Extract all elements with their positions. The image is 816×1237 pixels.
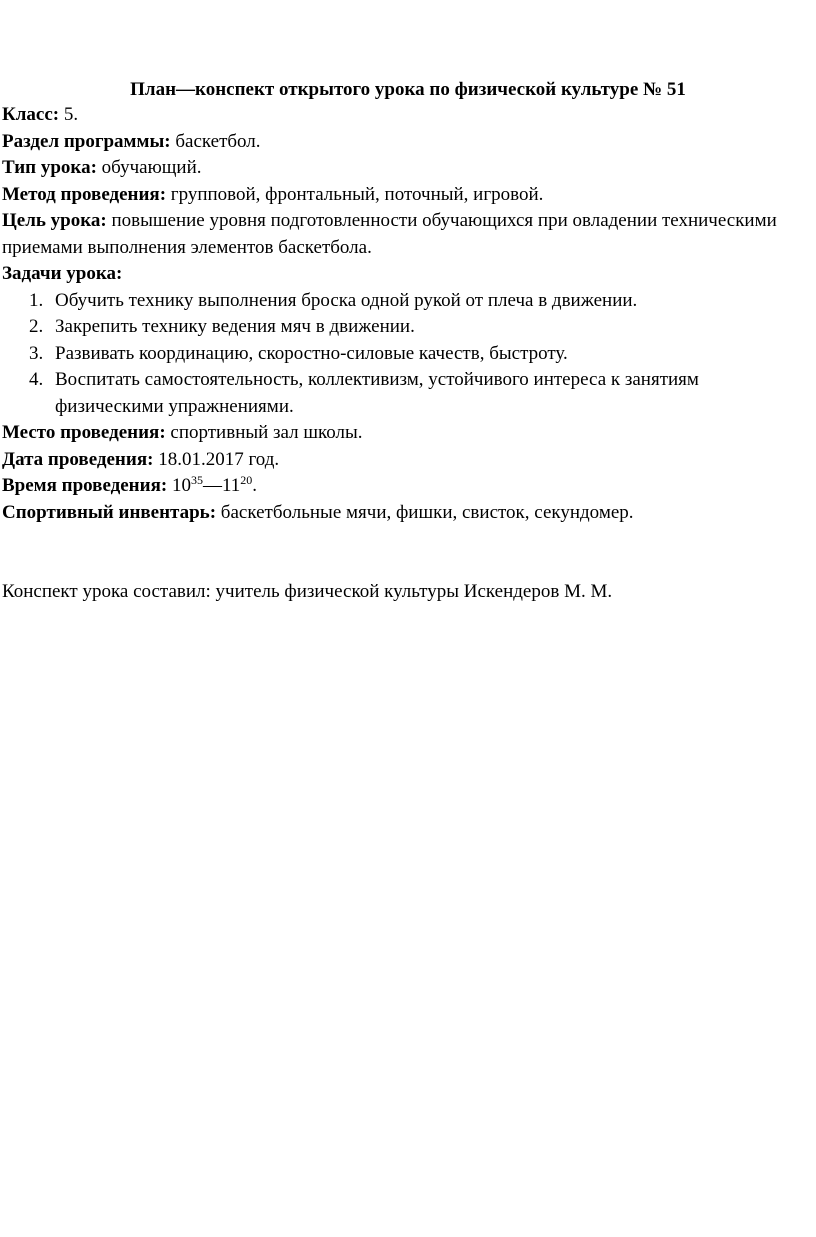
place-label: Место проведения: xyxy=(2,422,166,443)
list-item xyxy=(2,341,802,368)
list-item-text: Обучить технику выполнения броска одной рукой от плеча в движении. xyxy=(55,289,638,311)
method-label: Метод проведения: xyxy=(2,183,167,205)
lesson-type-value: обучающий. xyxy=(101,157,202,178)
time-label: Время проведения: xyxy=(2,475,168,496)
tasks-label: Задачи урока: xyxy=(2,263,123,284)
list-item-number: 4. xyxy=(29,369,44,390)
method-value: групповой, фронтальный, поточный, игровой. xyxy=(170,183,544,205)
place-row xyxy=(2,420,802,447)
class-value: 5. xyxy=(63,104,79,125)
list-item xyxy=(2,288,802,315)
date-row xyxy=(2,447,802,474)
list-item-number: 3. xyxy=(29,342,44,364)
date-label: Дата проведения: xyxy=(2,448,154,470)
time-end-hour: 11 xyxy=(221,475,241,496)
time-value xyxy=(172,475,257,496)
equipment-label: Спортивный инвентарь: xyxy=(2,501,217,523)
method-row xyxy=(2,182,802,209)
tasks-heading-row xyxy=(2,261,802,288)
lesson-type-label: Тип урока: xyxy=(2,157,97,178)
time-end-punct: . xyxy=(252,475,257,496)
list-item-number: 2. xyxy=(29,316,44,337)
section-row xyxy=(2,129,802,156)
equipment-row xyxy=(2,500,802,527)
list-item-number: 1. xyxy=(29,289,44,311)
equipment-value: баскетбольные мячи, фишки, свисток, секундомер. xyxy=(220,501,634,523)
list-item-text: Воспитать самостоятельность, коллективизм, устойчивого интереса к занятиям физическими упражнениями. xyxy=(55,369,699,417)
list-item xyxy=(2,367,802,420)
lesson-type-row xyxy=(2,155,802,182)
time-separator: — xyxy=(202,475,222,496)
place-value: спортивный зал школы. xyxy=(170,422,363,443)
author-line: Конспект урока составил: учитель физической культуры Искендеров М. М. xyxy=(2,581,613,602)
list-item-text: Развивать координацию, скоростно-силовые качеств, быстроту. xyxy=(55,342,568,364)
class-row xyxy=(2,102,802,129)
time-start-minutes: 35 xyxy=(190,473,203,487)
page-title: План—конспект открытого урока по физической культуре № 51 xyxy=(130,79,686,100)
goal-row xyxy=(2,208,802,261)
section-value: баскетбол. xyxy=(175,130,261,152)
goal-value: повышение уровня подготовленности обучающихся при овладении техническими приемами выполнения элементов баскетбола. xyxy=(2,210,777,258)
goal-label: Цель урока: xyxy=(2,210,107,231)
tasks-list xyxy=(2,288,802,421)
section-label: Раздел программы: xyxy=(2,130,171,152)
time-start-hour: 10 xyxy=(171,475,191,496)
date-value: 18.01.2017 год. xyxy=(158,448,280,470)
class-label: Класс: xyxy=(2,104,60,125)
blank-space xyxy=(2,526,802,579)
time-row xyxy=(2,473,802,500)
time-end-minutes: 20 xyxy=(240,473,253,487)
lesson-details xyxy=(2,102,802,606)
list-item xyxy=(2,314,802,341)
list-item-text: Закрепить технику ведения мяч в движении. xyxy=(55,316,415,337)
